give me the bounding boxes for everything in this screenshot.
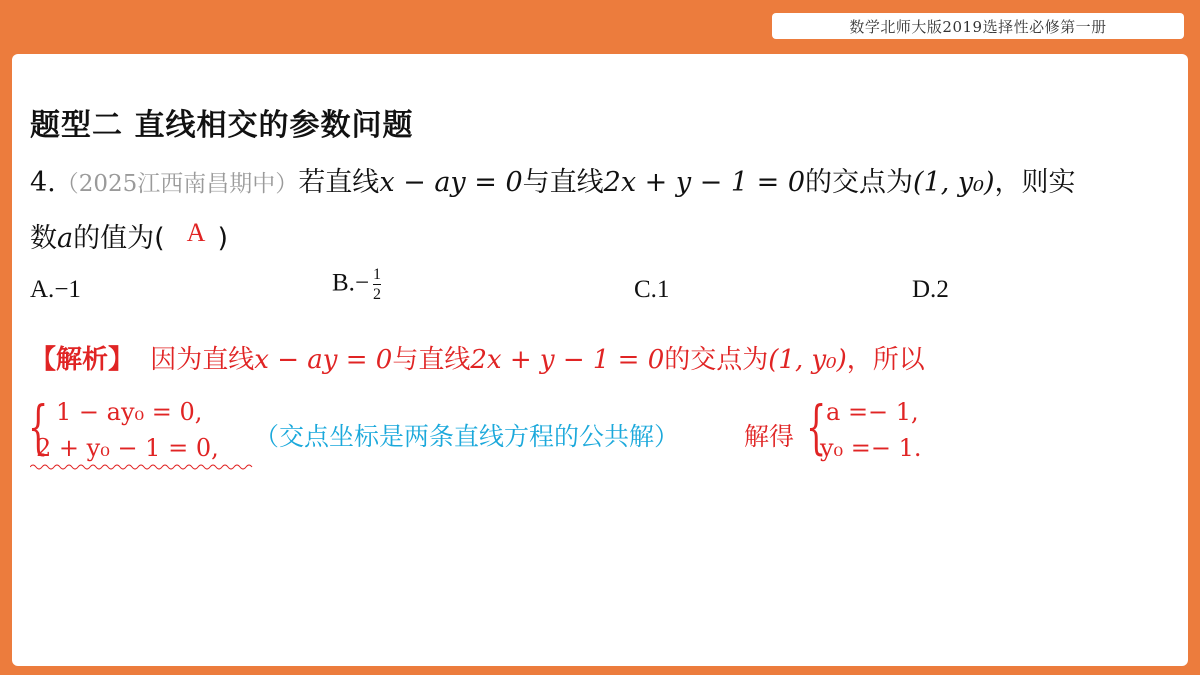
question-eq-1: x − ay = 0 [379,167,523,198]
option-d-label: D. [912,276,937,303]
question-line2-rest: 的值为( [73,223,165,254]
solution-line [30,339,925,376]
question-line-1 [30,160,1076,199]
solution-text-3: 的交点为 [664,345,769,375]
question-close-paren: ) [217,223,228,254]
option-b-value: − [354,269,370,297]
textbook-tag: 数学北师大版2019选择性必修第一册 [772,13,1184,39]
result-line-2: y₀ =− 1. [820,434,922,462]
result-label: 解得 [744,422,795,451]
question-text-4: ，则实 [994,167,1076,198]
question-text-2: 与直线 [522,167,604,198]
result-line-1: a =− 1, [826,398,919,426]
left-brace-icon: { [28,393,49,461]
option-b-fraction [373,266,381,304]
solution-point: (1, y₀) [768,345,847,375]
option-c-value: 1 [656,276,670,303]
solution-note: （交点坐标是两条直线方程的公共解） [254,422,680,451]
option-d[interactable] [912,276,949,304]
solution-text-4: ，所以 [846,345,925,375]
question-source: （2025江西南昌期中） [55,171,299,197]
solution-eq-1: x − ay = 0 [254,345,393,375]
solution-text-2: 与直线 [392,345,471,375]
answer-mark: A [186,218,206,247]
solution-text-1: 因为直线 [150,345,255,375]
question-point: (1, y₀) [913,167,995,198]
question-line2-text: 数 [30,223,57,254]
wavy-underline [30,462,255,472]
option-a[interactable] [30,276,81,304]
option-c-label: C. [634,276,657,303]
system-line-1: 1 − ay₀ = 0, [56,398,203,426]
question-eq-2: 2x + y − 1 = 0 [603,167,806,198]
option-d-value: 2 [936,276,949,303]
option-a-label: A. [30,276,55,303]
solution-tag: 【解析】 [30,345,135,375]
question-text-3: 的交点为 [805,167,914,198]
question-line-2 [30,216,228,255]
right-brace-icon: { [806,393,827,461]
question-number: 4. [30,167,56,198]
question-var-a: a [57,223,74,254]
option-b-frac-num: 1 [373,266,382,283]
solution-eq-2: 2x + y − 1 = 0 [470,345,665,375]
option-b-label: B. [332,269,355,297]
section-title: 题型二 直线相交的参数问题 [30,108,414,143]
option-b-frac-den: 2 [373,286,382,303]
question-text-1: 若直线 [298,167,380,198]
system-line-2: 2 + y₀ − 1 = 0, [36,434,219,462]
option-b[interactable] [332,266,381,304]
option-c[interactable] [634,276,669,304]
option-a-value: −1 [54,276,81,303]
